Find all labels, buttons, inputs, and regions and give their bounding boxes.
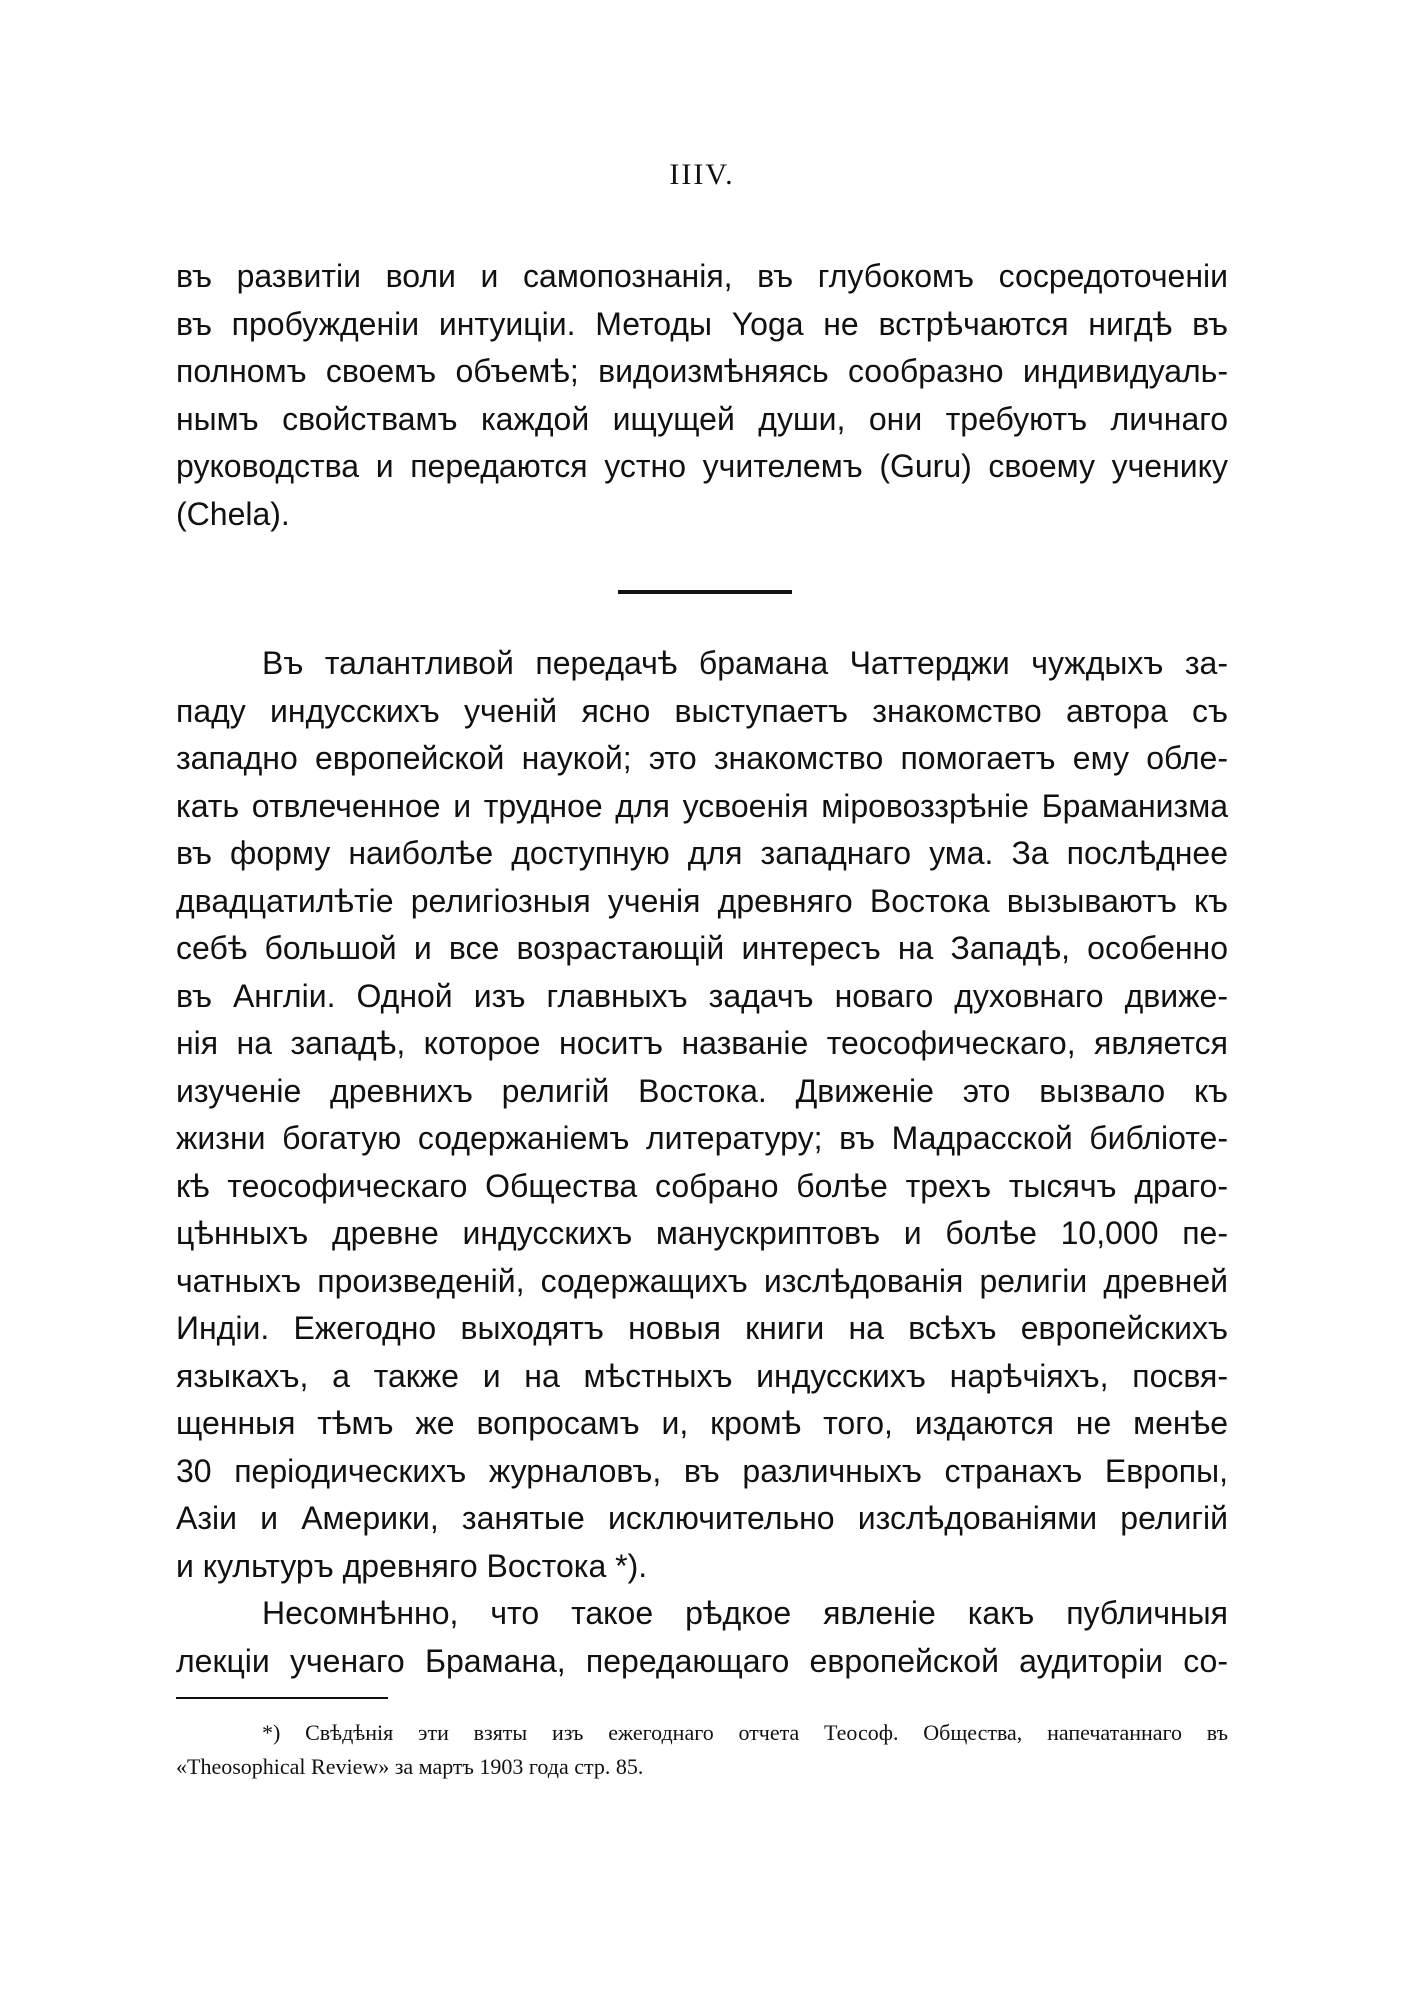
footnote-rule [176,1697,388,1699]
text-line: себѣ большой и все возрастающій интересъ на Западѣ, особенно [176,930,1228,966]
text-line: кѣ теософическаго Общества собрано болѣе трехъ тысячъ драго- [176,1167,1228,1204]
text-line: нія на западѣ, которое носитъ названіе теософическаго, является [176,1025,1228,1061]
text-line: (Chela). [176,495,290,532]
text-line: въ развитіи воли и самопознанія, въ глубокомъ сосредоточеніи [176,258,1228,294]
section-separator [618,590,792,594]
footnote [176,1716,1228,1784]
text-line: цѣнныхъ древне индусскихъ манускриптовъ и болѣе 10,000 пе- [176,1215,1228,1251]
text-line: въ форму наиболѣе доступную для западнаго ума. За послѣднее [176,835,1228,871]
text-line: двадцатилѣтіе религіозныя ученія древняго Востока вызываютъ къ [176,882,1228,919]
text-line: жизни богатую содержаніемъ литературу; въ Мадрасской библіоте- [176,1120,1228,1156]
page-number: IIIV. [669,158,735,191]
footnote-line: «Theosophical Review» за мартъ 1903 года стр. 85. [176,1754,644,1779]
text-line: въ пробужденіи интуиціи. Методы Yoga не встрѣчаются нигдѣ въ [176,305,1228,342]
text-line: въ Англіи. Одной изъ главныхъ задачъ новаго духовнаго движе- [176,977,1228,1014]
text-line: Несомнѣнно, что такое рѣдкое явленіе какъ публичныя [262,1595,1228,1631]
text-line: паду индусскихъ ученій ясно выступаетъ знакомство автора съ [176,692,1228,729]
text-line: Индіи. Ежегодно выходятъ новыя книги на всѣхъ европейскихъ [176,1310,1228,1346]
text-line: кать отвлеченное и трудное для усвоенія міровоззрѣніе Браманизма [176,787,1228,824]
text-line: Въ талантливой передачѣ брамана Чаттерджи чуждыхъ за- [262,645,1228,681]
text-line: полномъ своемъ объемѣ; видоизмѣняясь сообразно индивидуаль- [176,353,1228,389]
text-line: чатныхъ произведеній, содержащихъ изслѣдованія религіи древней [176,1262,1228,1299]
text-line: нымъ свойствамъ каждой ищущей души, они требуютъ личнаго [176,400,1228,437]
text-line: руководства и передаются устно учителемъ (Guru) своему ученику [176,448,1228,484]
text-line: щенныя тѣмъ же вопросамъ и, кромѣ того, издаются не менѣе [176,1405,1228,1441]
footnote-line: *) Свѣдѣнія эти взяты изъ ежегоднаго отчета Теософ. Общества, напечатаннаго въ [262,1720,1228,1745]
text-line: 30 періодическихъ журналовъ, въ различныхъ странахъ Европы, [176,1452,1228,1489]
text-line: западно европейской наукой; это знакомство помогаетъ ему обле- [176,740,1228,776]
text-line: изученіе древнихъ религій Востока. Движеніе это вызвало къ [176,1072,1228,1109]
paragraph-chatterji-lectures [176,640,1228,1685]
text-line: языкахъ, а также и на мѣстныхъ индусскихъ нарѣчіяхъ, посвя- [176,1357,1228,1394]
text-line: лекціи ученаго Брамана, передающаго европейской аудиторіи со- [176,1642,1228,1679]
text-line: Азіи и Америки, занятые исключительно изслѣдованіями религій [176,1500,1228,1536]
text-line: и культуръ древняго Востока *). [176,1547,648,1584]
paragraph-yoga-methods-end [176,253,1228,538]
